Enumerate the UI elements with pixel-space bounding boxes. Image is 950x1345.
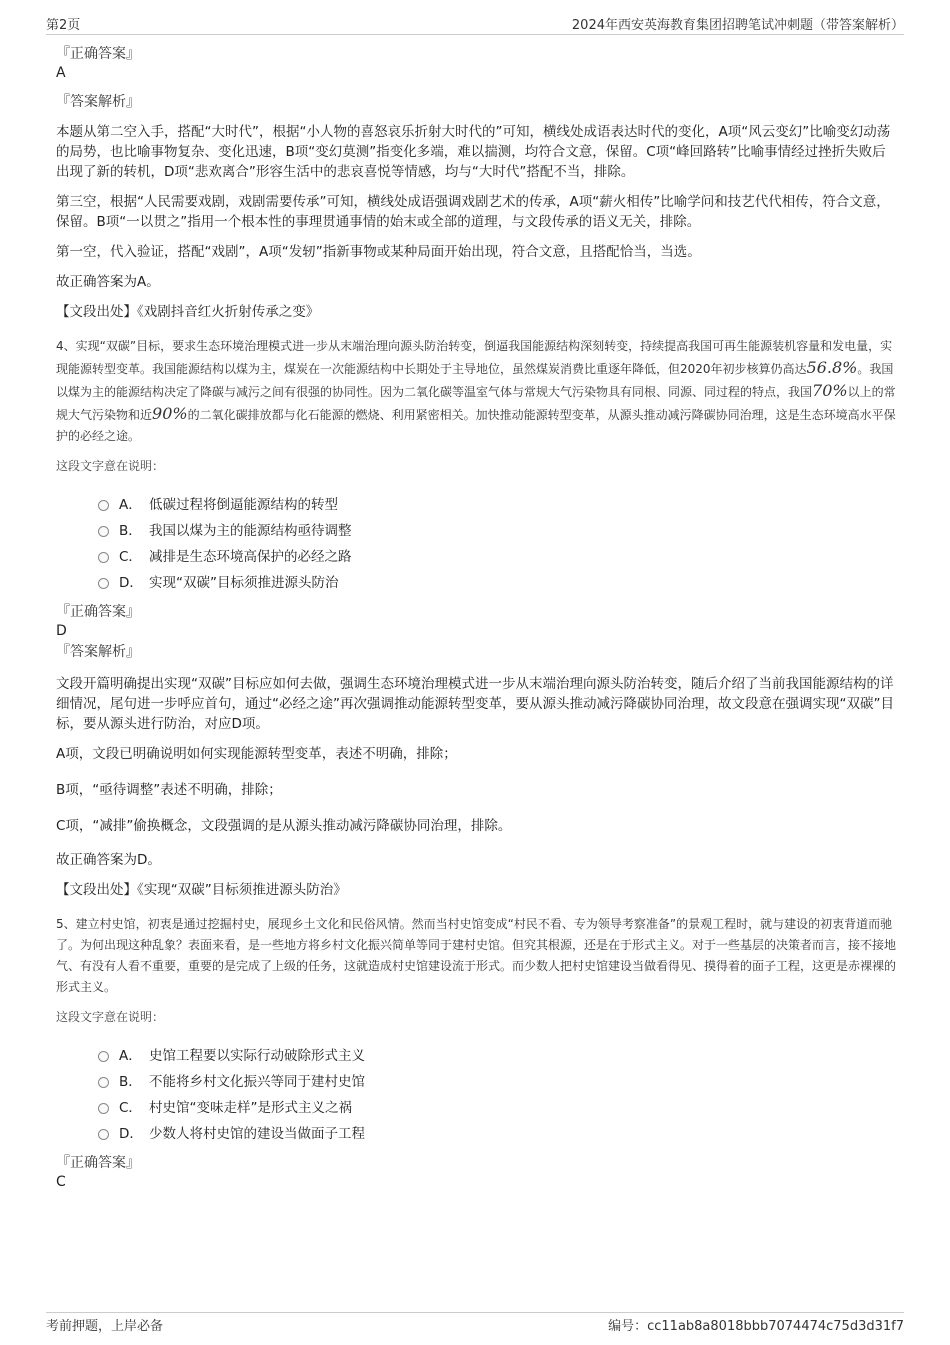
question-5-text: 5、建立村史馆，初衷是通过挖掘村史，展现乡土文化和民俗风情。然而当村史馆变成“村民不看、专为领导考察准备”的景观工程时，就与建设的初衷背道而驰了。为何出现这种乱象？表面来看，是一些地方将乡村文化振兴简单等同于建村史馆。但究其根源，还是在于形式主义。对于一些基层的决策者而言，接不接地气、有没有人看不重要，重要的是完成了上级的任务，这就造成村史馆建设流于形式。而少数人把村史馆建设当做看得见、摸得着的面子工程，这更是赤裸裸的形式主义。 (56, 917, 897, 994)
option-text: 实现“双碳”目标须推进源头防治 (149, 575, 339, 591)
page-content (56, 44, 896, 1201)
option-c[interactable] (98, 1095, 896, 1121)
page-number: 第2页 (46, 18, 81, 33)
analysis-paragraph: 第一空，代入验证，搭配“戏剧”，A项“发轫”指新事物或某种局面开始出现，符合文意，且搭配恰当，当选。 (56, 244, 701, 260)
option-letter: D． (119, 575, 143, 591)
option-letter: A． (119, 1048, 142, 1064)
analysis-paragraph: 故正确答案为A。 (56, 274, 160, 290)
option-letter: B． (119, 523, 142, 539)
option-c[interactable] (98, 544, 896, 570)
analysis-paragraph: A项，文段已明确说明如何实现能源转型变革，表述不明确，排除； (56, 746, 457, 762)
question-prompt: 这段文字意在说明： (56, 1010, 165, 1024)
radio-icon[interactable] (98, 526, 109, 537)
radio-icon[interactable] (98, 552, 109, 563)
question-text-part: 以上的常规大气污染物和近 (56, 385, 896, 422)
source-citation: 【文段出处】《戏剧抖音红火折射传承之变》 (56, 304, 320, 320)
option-text: 史馆工程要以实际行动破除形式主义 (149, 1048, 365, 1064)
question-prompt: 这段文字意在说明： (56, 459, 165, 473)
option-b[interactable] (98, 518, 896, 544)
percent-value: 56.8% (806, 358, 858, 377)
option-letter: D． (119, 1126, 143, 1142)
option-d[interactable] (98, 570, 896, 596)
correct-answer: A (56, 65, 66, 81)
analysis-paragraph: 故正确答案为D。 (56, 852, 161, 868)
question-text-part: 的二氧化碳排放都与化石能源的燃烧、利用紧密相关。加快推动能源转型变革，从源头推动减污降碳协同治理，这是生态环境高水平保护的必经之途。 (56, 408, 896, 443)
correct-answer-label: 『正确答案』 (56, 46, 140, 62)
footer-slogan: 考前押题，上岸必备 (46, 1319, 164, 1334)
document-title: 2024年西安英海教育集团招聘笔试冲刺题（带答案解析） (571, 18, 904, 33)
radio-icon[interactable] (98, 578, 109, 589)
analysis-paragraph: 第三空，根据“人民需要戏剧，戏剧需要传承”可知，横线处成语强调戏剧艺术的传承，A项“薪火相传”比喻学问和技艺代代相传，符合文意，保留。B项“一以贯之”指用一个根本性的事理贯通事情的始末或全部的道理，与文段传承的语义无关，排除。 (56, 194, 890, 230)
radio-icon[interactable] (98, 500, 109, 511)
analysis-paragraph: 本题从第二空入手，搭配“大时代”，根据“小人物的喜怒哀乐折射大时代的”可知，横线处成语表达时代的变化，A项“风云变幻”比喻变幻动荡的局势，也比喻事物复杂、变化迅速，B项“变幻莫测”指变化多端，难以揣测，均符合文意，保留。C项“峰回路转”比喻事情经过挫折失败后出现了新的转机，D项“悲欢离合”形容生活中的悲哀喜悦等情感，均与“大时代”搭配不当，排除。 (56, 124, 891, 180)
correct-answer: C (56, 1174, 66, 1190)
page-header (46, 14, 904, 35)
option-letter: B． (119, 1074, 142, 1090)
option-text: 不能将乡村文化振兴等同于建村史馆 (149, 1074, 365, 1090)
option-text: 低碳过程将倒逼能源结构的转型 (149, 497, 338, 513)
correct-answer: D (56, 623, 67, 639)
question-text-part: 。我国以煤为主的能源结构决定了降碳与减污之间有很强的协同性。因为二氧化碳等温室气体与常规大气污染物具有同根、同源、同过程的特点，我国 (56, 362, 894, 399)
option-letter: A． (119, 497, 142, 513)
option-d[interactable] (98, 1121, 896, 1147)
question-text-part: 4、实现“双碳”目标，要求生态环境治理模式进一步从末端治理向源头防治转变，倒逼我国能源结构深刻转变，持续提高我国可再生能源装机容量和发电量，实现能源转型变革。我国能源结构以煤为主，煤炭在一次能源结构中长期处于主导地位，虽然煤炭消费比重逐年降低，但2020年初步核算仍高达 (56, 339, 893, 376)
question-5-options (98, 1043, 896, 1147)
analysis-paragraph: C项，“减排”偷换概念，文段强调的是从源头推动减污降碳协同治理，排除。 (56, 818, 512, 834)
option-b[interactable] (98, 1069, 896, 1095)
page-footer (46, 1312, 904, 1337)
option-text: 少数人将村史馆的建设当做面子工程 (149, 1126, 365, 1142)
question-4-text (56, 336, 896, 447)
question-4-options (98, 492, 896, 596)
option-letter: C． (119, 1100, 142, 1116)
source-citation: 【文段出处】《实现“双碳”目标须推进源头防治》 (56, 882, 347, 898)
analysis-label: 『答案解析』 (56, 94, 140, 110)
option-a[interactable] (98, 492, 896, 518)
option-text: 村史馆“变味走样”是形式主义之祸 (149, 1100, 352, 1116)
analysis-label: 『答案解析』 (56, 644, 140, 660)
radio-icon[interactable] (98, 1051, 109, 1062)
analysis-paragraph: 文段开篇明确提出实现“双碳”目标应如何去做，强调生态环境治理模式进一步从末端治理向源头防治转变，随后介绍了当前我国能源结构的详细情况，尾句进一步呼应首句，通过“必经之途”再次强调推动能源转型变革，要从源头推动减污降碳协同治理，故文段意在强调实现“双碳”目标，要从源头进行防治，对应D项。 (56, 676, 894, 732)
radio-icon[interactable] (98, 1077, 109, 1088)
percent-value: 90% (152, 404, 188, 423)
radio-icon[interactable] (98, 1129, 109, 1140)
radio-icon[interactable] (98, 1103, 109, 1114)
analysis-paragraph: B项，“亟待调整”表述不明确，排除； (56, 782, 282, 798)
option-text: 我国以煤为主的能源结构亟待调整 (149, 523, 352, 539)
document-id: 编号：cc11ab8a8018bbb7074474c75d3d31f7 (608, 1319, 904, 1334)
correct-answer-label: 『正确答案』 (56, 604, 140, 620)
option-letter: C． (119, 549, 142, 565)
percent-value: 70% (812, 381, 848, 400)
option-a[interactable] (98, 1043, 896, 1069)
option-text: 减排是生态环境高保护的必经之路 (149, 549, 352, 565)
correct-answer-label: 『正确答案』 (56, 1155, 140, 1171)
